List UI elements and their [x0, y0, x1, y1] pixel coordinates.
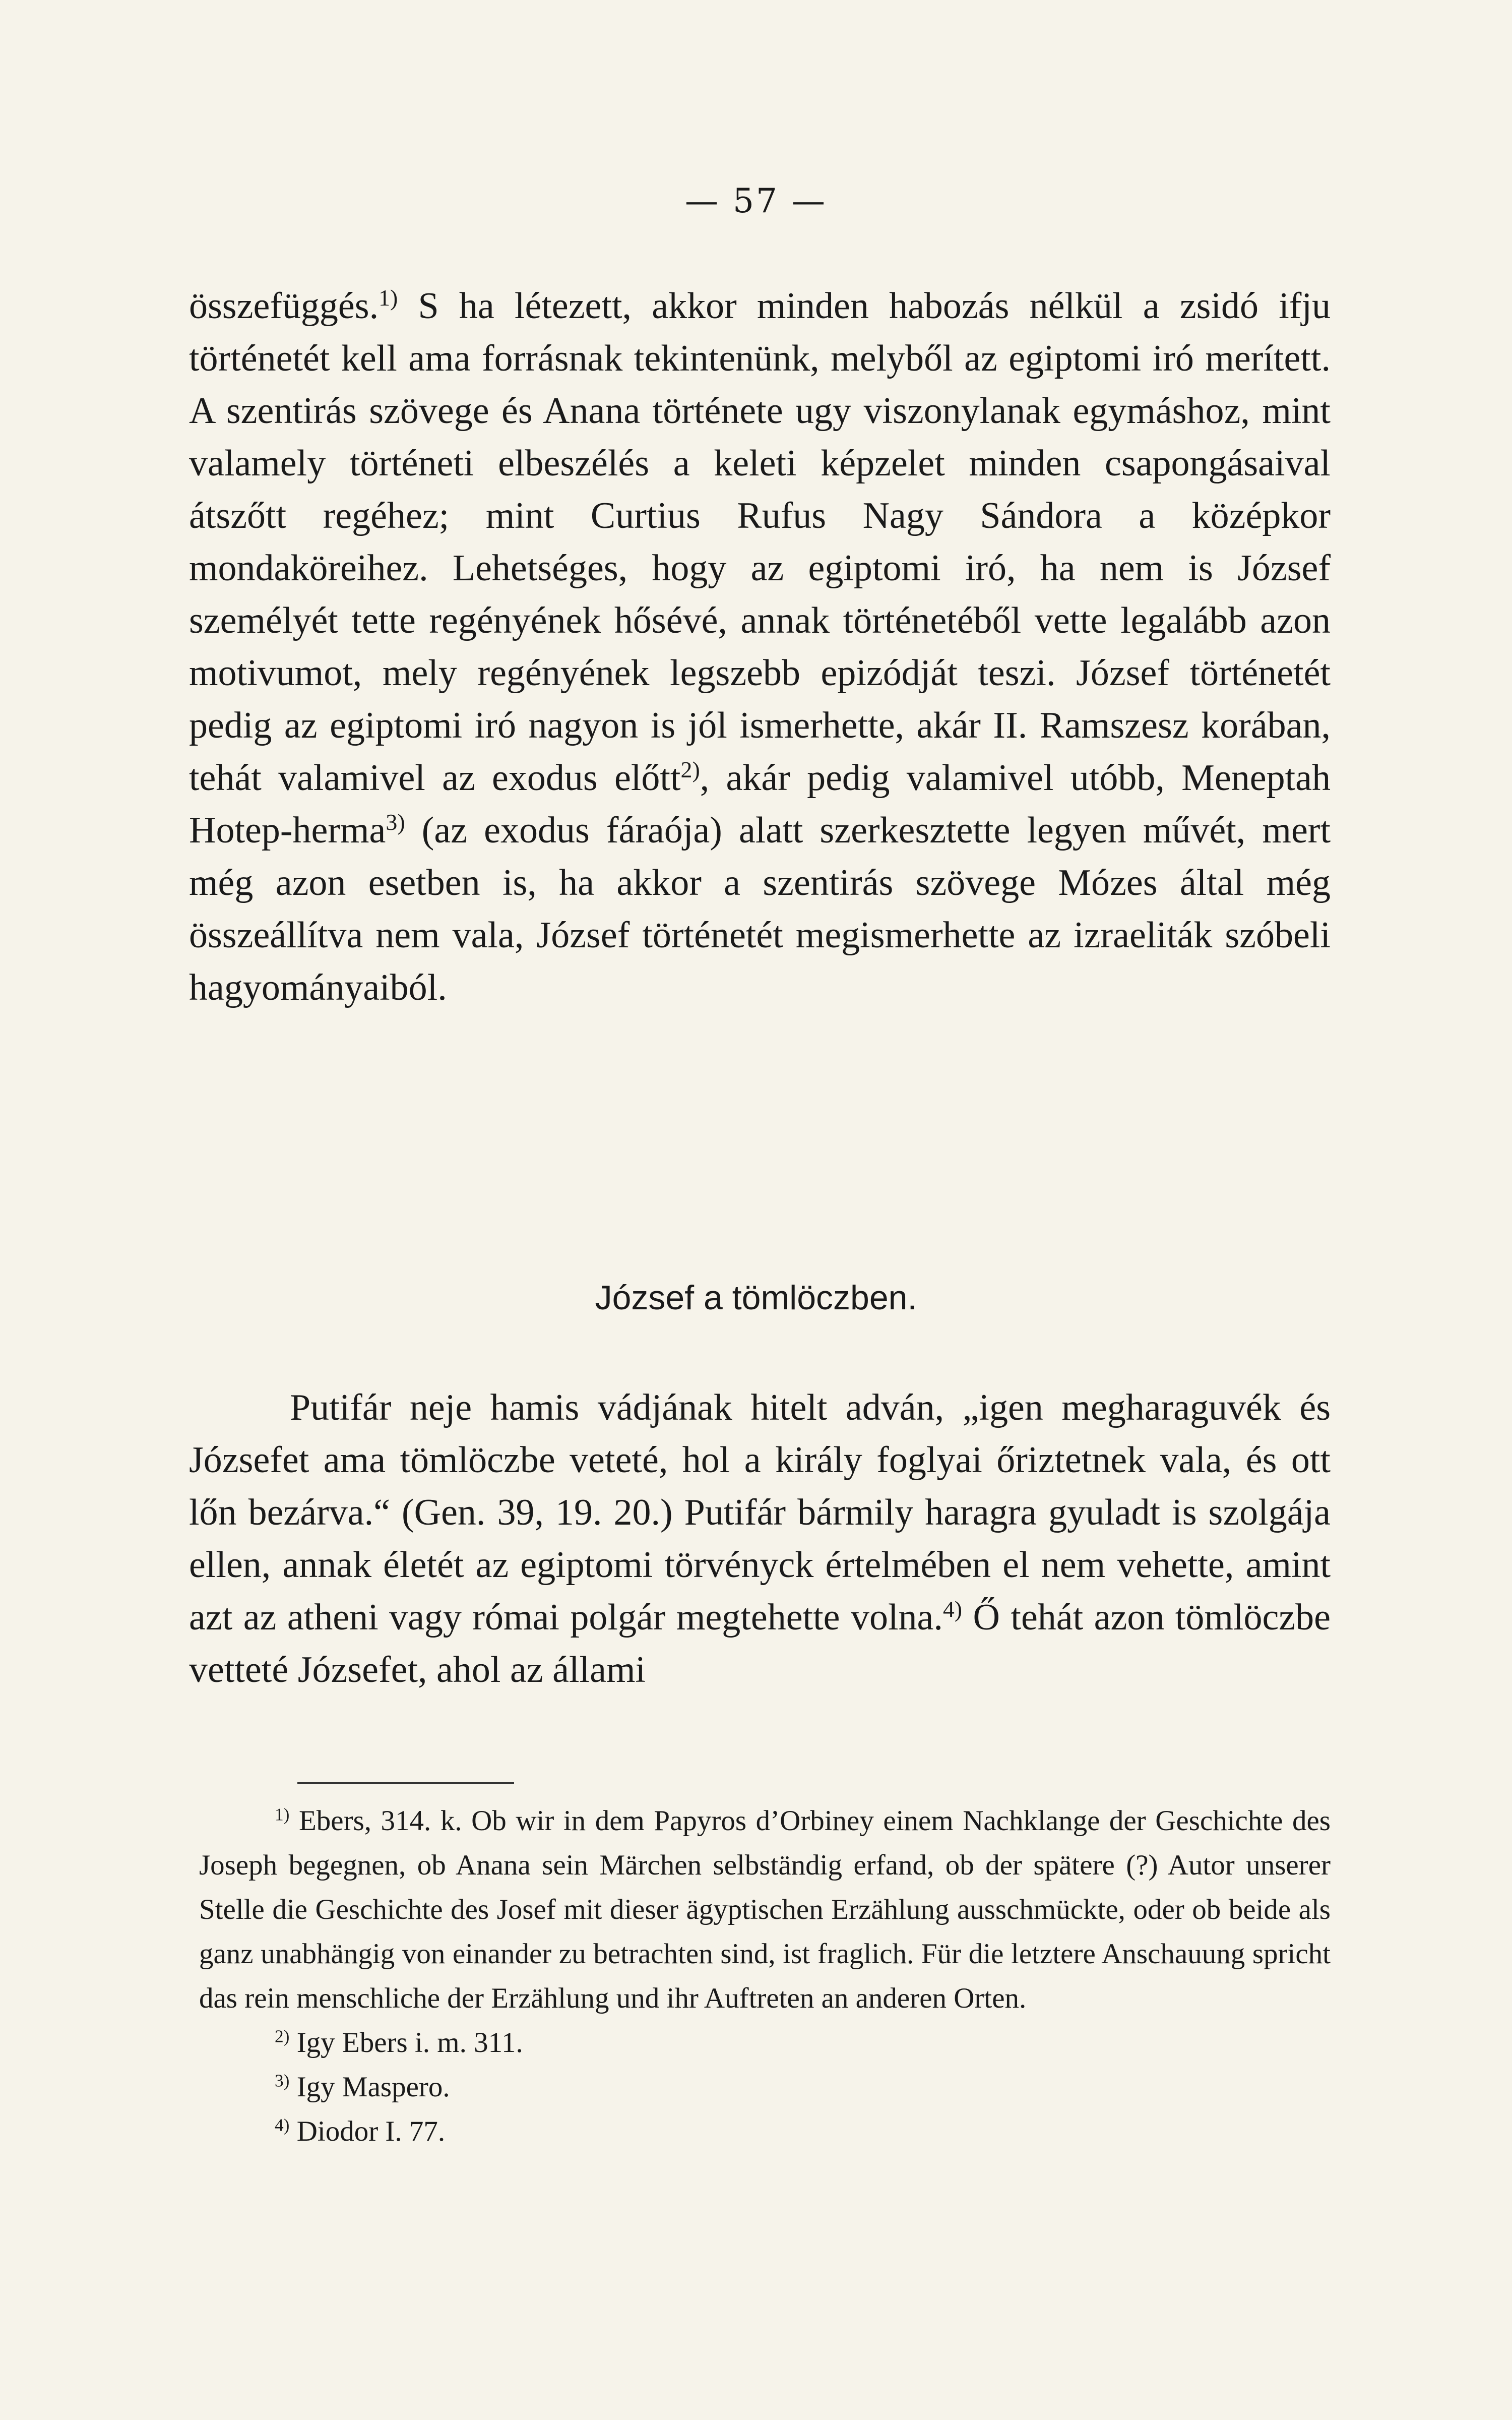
footnote-1-marker: 1): [275, 1804, 290, 1825]
footnote-3: [199, 2065, 1331, 2109]
footnote-4-text: Diodor I. 77.: [289, 2115, 446, 2147]
footnote-1-text: Ebers, 314. k. Ob wir in dem Papyros d’Orbiney einem Nachklange der Geschichte des Joseph begegnen, ob Anana sein Märchen selbständig erfand, ob der spätere (?) Autor unserer Stelle die Geschichte des Josef mit dieser ägyptischen Erzählung ausschmückte, oder ob beide als ganz unabhängig von einander zu betrachten sind, ist fraglich. Für die letztere Anschauung spricht das rein menschliche der Erzählung und ihr Auftreten an anderen Orten.: [199, 1805, 1331, 2014]
footnote-ref-1: 1): [379, 284, 398, 311]
footnote-2-text: Igy Ebers i. m. 311.: [289, 2027, 523, 2059]
footnote-3-text: Igy Maspero.: [289, 2071, 450, 2103]
paragraph-1: [189, 280, 1331, 1014]
paragraph-1-text-b: S ha létezett, akkor minden habozás nélkül a zsidó ifju történetét kell ama forrásnak tekintenünk, melyből az egiptomi iró merített. A szentirás szövege és Anana története ugy viszonylanak egymáshoz, mint valamely történeti elbeszélés a keleti képzelet minden csapongásaival átszőtt regéhez; mint Curtius Rufus Nagy Sándora a középkor mondaköreihez. Lehetséges, hogy az egiptomi iró, ha nem is József személyét tette regényének hősévé, annak történetéből vette legalább azon motivumot, mely regényének legszebb epizódját teszi. József történetét pedig az egiptomi iró nagyon is jól ismerhette, akár II. Ramszesz korában, tehát valamivel az exodus előtt: [189, 285, 1331, 799]
footnote-2: [199, 2021, 1331, 2065]
paragraph-2-text-a: Putifár neje hamis vádjának hitelt adván, „igen megharaguvék és Józsefet ama tömlöczbe veteté, hol a király foglyai őriztetnek vala, és ott lőn bezárva.“ (Gen. 39, 19. 20.) Putifár bármily haragra gyuladt is szolgája ellen, annak életét az egiptomi törvényck értelmében el nem vehette, amint azt az atheni vagy római polgár megtehette volna.: [189, 1387, 1331, 1638]
page-number: — 57 —: [685, 182, 827, 220]
section-heading: József a tömlöczben.: [595, 1279, 917, 1317]
footnote-3-marker: 3): [275, 2071, 290, 2091]
footnote-ref-2: 2): [680, 756, 700, 782]
footnote-1: [199, 1799, 1331, 2021]
footnotes: [199, 1799, 1331, 2154]
footnote-2-marker: 2): [275, 2026, 290, 2046]
paragraph-1-text-d: (az exodus fáraója) alatt szerkesztette legyen művét, mert még azon esetben is, ha akkor a szentirás szövege Mózes által még összeállítva nem vala, József történetét megismerhette az izraeliták szóbeli hagyományaiból.: [189, 810, 1331, 1008]
footnote-ref-3: 3): [386, 809, 405, 835]
paragraph-2: [189, 1381, 1331, 1696]
paragraph-1-text-a: összefüggés.: [189, 285, 379, 327]
footnote-divider: [297, 1782, 514, 1784]
footnote-ref-4: 4): [942, 1596, 963, 1622]
paragraph-2-text-b: Ő tehát azon tömlöczbe vetteté Józsefet, ahol az állami: [189, 1597, 1331, 1690]
footnote-4: [199, 2109, 1331, 2154]
footnote-4-marker: 4): [275, 2115, 290, 2135]
paragraph-1-text-c: , akár pedig valamivel utóbb, Meneptah Hotep-herma: [189, 757, 1331, 851]
